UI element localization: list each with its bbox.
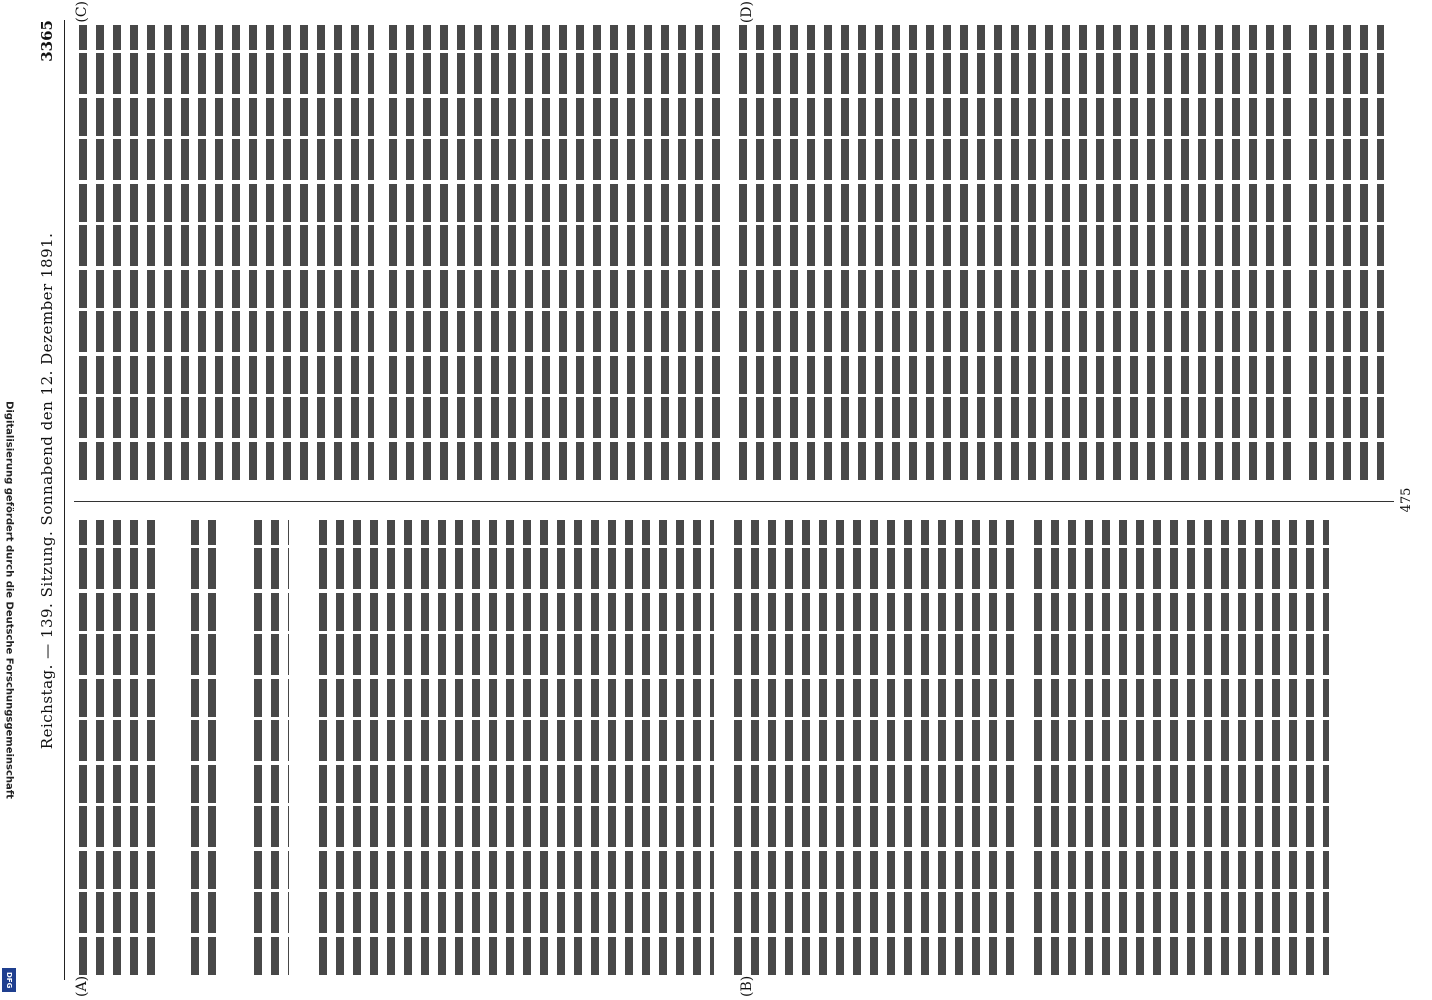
paragraph-block	[249, 520, 289, 975]
column-right	[74, 1, 1394, 480]
margin-marker-c: (C)	[74, 1, 90, 23]
paragraph-block	[74, 520, 164, 975]
paragraph-block	[186, 520, 222, 975]
column-divider	[74, 501, 1394, 502]
paragraph-block	[1029, 520, 1329, 975]
margin-marker-b: (B)	[739, 975, 755, 997]
dfg-logo: DFG	[2, 968, 16, 992]
document-page	[24, 0, 1424, 1000]
paragraph-block	[314, 520, 714, 975]
running-title: Reichstag. — 139. Sitzung. Sonnabend den 12. Dezember 1891.	[38, 232, 56, 750]
paragraph-block	[384, 25, 724, 480]
paragraph-block	[1304, 25, 1384, 480]
paragraph-block	[734, 25, 1294, 480]
paragraph-block	[74, 25, 374, 480]
column-left	[74, 520, 1394, 997]
paragraph-block	[729, 520, 1019, 975]
page-header	[32, 20, 62, 980]
margin-marker-d: (D)	[739, 1, 755, 24]
credit-text: Digitalisierung gefördert durch die Deutsche Forschungsgemeinschaft	[3, 401, 15, 799]
page-number: 3365	[38, 20, 56, 62]
digitization-credit	[0, 0, 18, 1000]
margin-marker-a: (A)	[74, 975, 90, 997]
page-foot: 475	[1399, 487, 1414, 513]
header-rule	[64, 20, 65, 980]
